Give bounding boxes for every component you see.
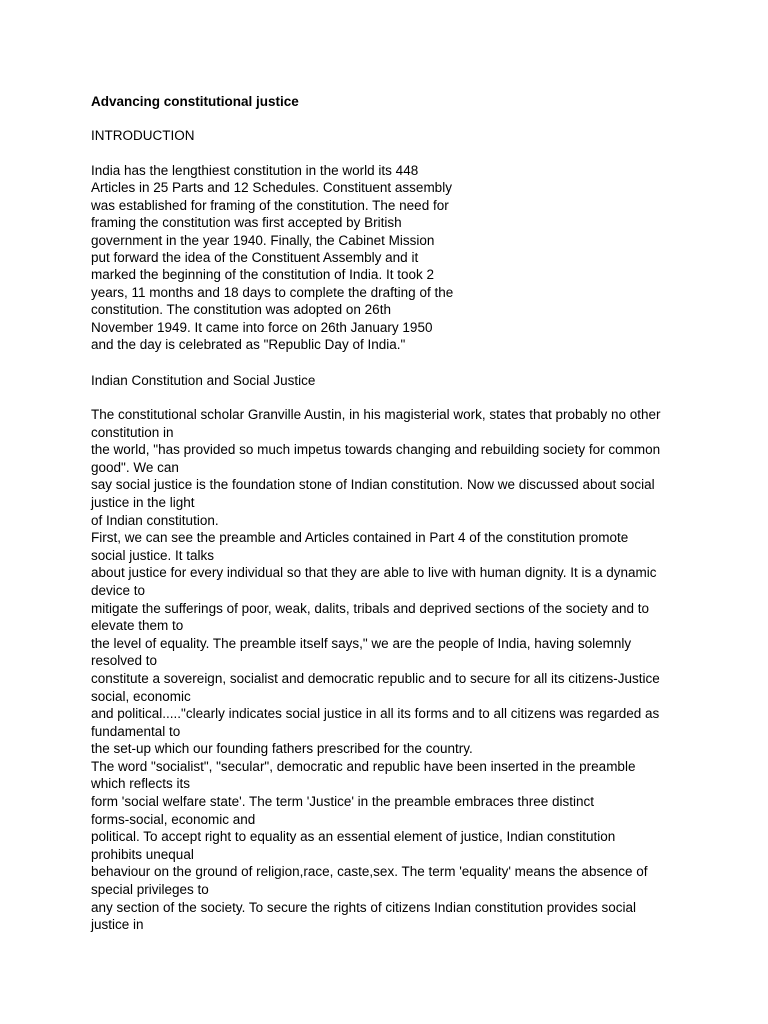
body-line: behaviour on the ground of religion,race, caste,sex. The term 'equality' means the absence of: [91, 864, 648, 880]
section-heading: Indian Constitution and Social Justice: [91, 373, 316, 388]
intro-line: November 1949. It came into force on 26th January 1950: [91, 319, 433, 335]
body-line: The word "socialist", "secular", democratic and republic have been inserted in the preamble: [91, 758, 636, 774]
intro-line: government in the year 1940. Finally, the Cabinet Mission: [91, 232, 435, 248]
body-line: justice in the light: [91, 494, 195, 510]
intro-line: Articles in 25 Parts and 12 Schedules. Constituent assembly: [91, 180, 452, 196]
body-line: special privileges to: [91, 882, 209, 898]
introduction-heading: INTRODUCTION: [91, 128, 195, 143]
intro-line: and the day is celebrated as "Republic Day of India.": [91, 337, 406, 353]
body-line: social justice. It talks: [91, 547, 215, 563]
body-line: the level of equality. The preamble itself says," we are the people of India, having solemnly: [91, 635, 632, 651]
body-line: form 'social welfare state'. The term 'Justice' in the preamble embraces three distinct: [91, 794, 595, 810]
intro-line: put forward the idea of the Constituent Assembly and it: [91, 250, 419, 266]
body-line: and political....."clearly indicates social justice in all its forms and to all citizens was regarded as: [91, 706, 660, 722]
body-line: social, economic: [91, 688, 191, 704]
intro-line: India has the lengthiest constitution in the world its 448: [91, 163, 419, 178]
body-line: the world, "has provided so much impetus towards changing and rebuilding society for common: [91, 442, 661, 458]
intro-line: framing the constitution was first accepted by British: [91, 215, 402, 231]
body-line: resolved to: [91, 653, 158, 669]
body-line: forms-social, economic and: [91, 811, 256, 827]
body-line: elevate them to: [91, 618, 184, 634]
body-line: any section of the society. To secure the rights of citizens Indian constitution provides social: [91, 899, 637, 915]
body-line: which reflects its: [91, 776, 191, 792]
body-line: the set-up which our founding fathers prescribed for the country.: [91, 741, 473, 757]
body-line: good". We can: [91, 459, 179, 475]
body-line: First, we can see the preamble and Articles contained in Part 4 of the constitution promote: [91, 530, 629, 546]
intro-line: constitution. The constitution was adopted on 26th: [91, 302, 391, 318]
body-line: constitute a sovereign, socialist and democratic republic and to secure for all its citizens-Justice: [91, 670, 660, 686]
body-line: The constitutional scholar Granville Austin, in his magisterial work, states that probably no other: [91, 407, 661, 422]
body-line: device to: [91, 582, 146, 598]
body-line: justice in: [91, 917, 144, 933]
intro-line: marked the beginning of the constitution of India. It took 2: [91, 267, 434, 283]
document-title: Advancing constitutional justice: [91, 94, 299, 109]
body-line: say social justice is the foundation stone of Indian constitution. Now we discussed about social: [91, 477, 655, 493]
body-line: fundamental to: [91, 723, 181, 739]
intro-line: was established for framing of the constitution. The need for: [91, 197, 449, 213]
body-line: mitigate the sufferings of poor, weak, dalits, tribals and deprived sections of the society and to: [91, 600, 650, 616]
introduction-paragraph: [91, 162, 453, 353]
body-line: of Indian constitution.: [91, 512, 219, 528]
intro-line: years, 11 months and 18 days to complete the drafting of the: [91, 284, 454, 300]
body-line: constitution in: [91, 424, 174, 440]
social-justice-paragraph: [91, 406, 661, 934]
body-line: political. To accept right to equality as an essential element of justice, Indian constitution: [91, 829, 616, 845]
body-line: prohibits unequal: [91, 846, 194, 862]
body-line: about justice for every individual so that they are able to live with human dignity. It is a dynamic: [91, 565, 657, 581]
